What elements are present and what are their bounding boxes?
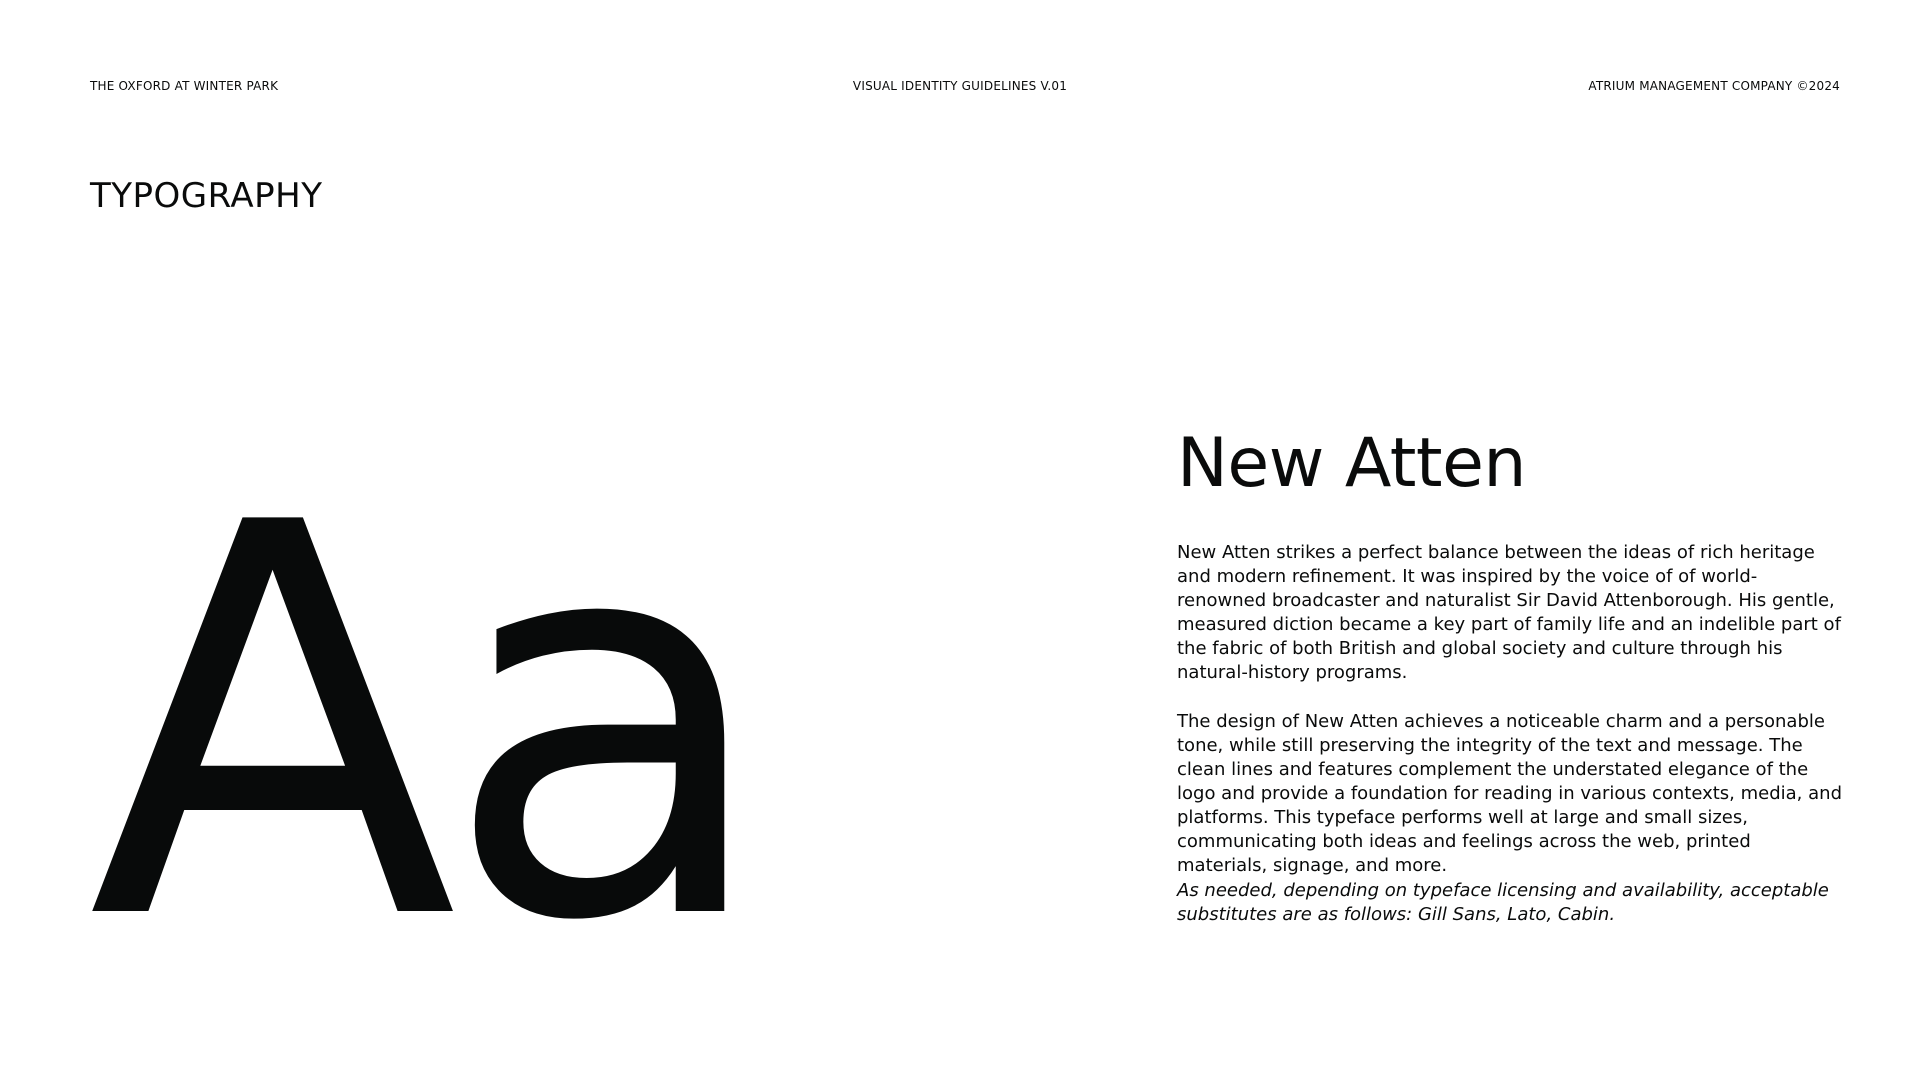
- typeface-paragraph-heritage: New Atten strikes a perfect balance between the ideas of rich heritage and modern refinement. It was inspired by the voice of of world-renowned broadcaster and naturalist Sir David Attenborough. His gentle, measured diction became a key part of family life and an indelible part of the fabric of both British and global society and culture through his natural-history programs.: [1177, 542, 1841, 683]
- typeface-paragraph-substitutes: As needed, depending on typeface licensing and availability, acceptable substitutes are as follows: Gill Sans, Lato, Cabin.: [1177, 880, 1829, 925]
- type-specimen-glyphs: Aa: [88, 411, 759, 1039]
- header-property-name: THE OXFORD AT WINTER PARK: [90, 79, 279, 93]
- typeface-paragraph-design: The design of New Atten achieves a noticeable charm and a personable tone, while still preserving the integrity of the text and message. The clean lines and features complement the understated elegance of the logo and provide a foundation for reading in various contexts, media, and platforms. This typeface performs well at large and small sizes, communicating both ideas and feelings across the web, printed materials, signage, and more.: [1177, 711, 1842, 876]
- section-title: TYPOGRAPHY: [90, 176, 323, 216]
- header-document-title: VISUAL IDENTITY GUIDELINES V.01: [852, 79, 1068, 93]
- header-copyright: ATRIUM MANAGEMENT COMPANY ©2024: [1588, 79, 1840, 93]
- typeface-name: New Atten: [1177, 424, 1527, 503]
